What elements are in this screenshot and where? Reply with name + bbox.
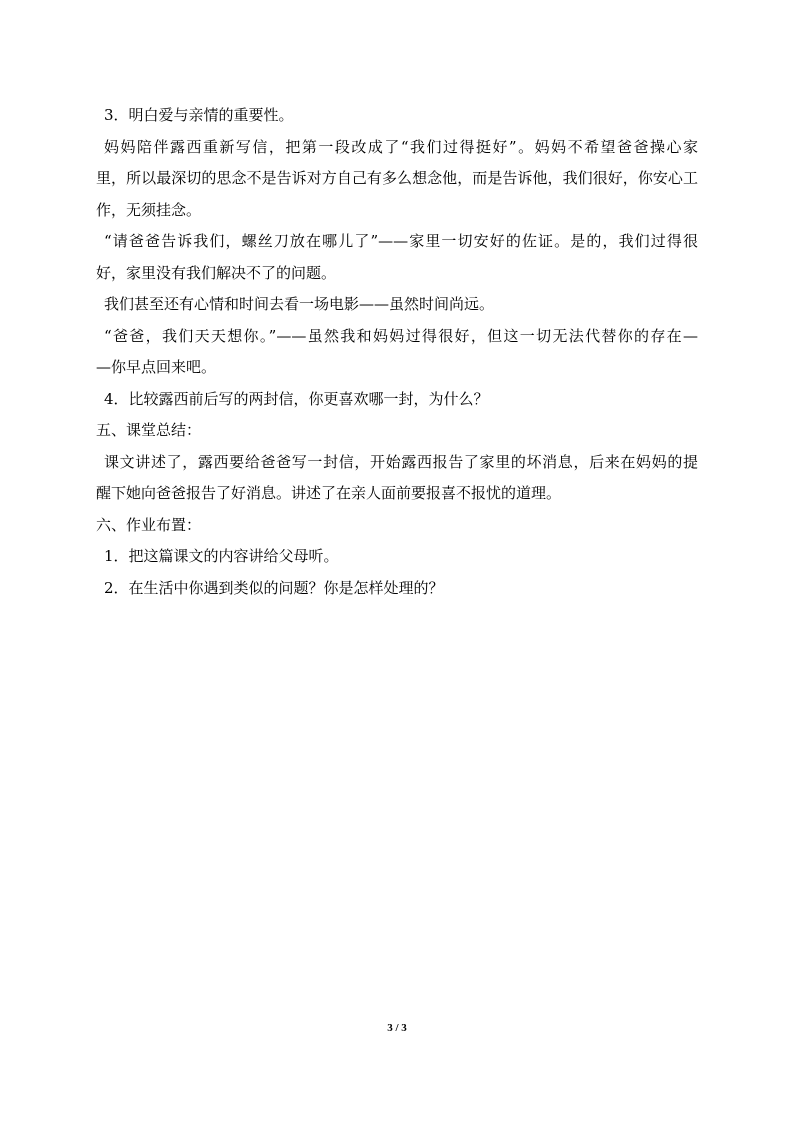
list-item-4: 4．比较露西前后写的两封信，你更喜欢哪一封，为什么？ (104, 389, 489, 408)
homework-item-2: 2．在生活中你遇到类似的问题？你是怎样处理的？ (104, 578, 444, 597)
list-item-3: 3．明白爱与亲情的重要性。 (104, 106, 294, 124)
paragraph-line: —你早点回来吧。 (96, 358, 217, 376)
paragraph-line: 课文讲述了，露西要给爸爸写一封信，开始露西报告了家里的坏消息，后来在妈妈的提 (104, 452, 698, 471)
paragraph-line: 作，无须挂念。 (96, 200, 202, 219)
paragraph-line: 我们甚至还有心情和时间去看一场电影——虽然时间尚远。 (104, 295, 495, 313)
paragraph-line: 醒下她向爸爸报告了好消息。讲述了在亲人面前要报喜不报忧的道理。 (96, 484, 562, 502)
paragraph-line: 妈妈陪伴露西重新写信，把第一段改成了“我们过得挺好”。妈妈不希望爸爸操心家 (104, 137, 698, 156)
paragraph-line: “爸爸，我们天天想你。”——虽然我和妈妈过得很好，但这一切无法代替你的存在— (104, 326, 698, 345)
document-body (96, 100, 698, 604)
paragraph-line: “请爸爸告诉我们，螺丝刀放在哪儿了”——家里一切安好的佐证。是的，我们过得很 (104, 232, 698, 250)
section-heading-homework: 六、作业布置： (96, 515, 202, 534)
homework-item-1: 1．把这篇课文的内容讲给父母听。 (104, 547, 339, 565)
section-heading-summary: 五、课堂总结： (96, 421, 202, 439)
page-number: 3 / 3 (387, 1022, 407, 1034)
paragraph-line: 好，家里没有我们解决不了的问题。 (96, 263, 337, 282)
paragraph-line: 里，所以最深切的思念不是告诉对方自己有多么想念他，而是告诉他，我们很好，你安心工 (96, 169, 698, 187)
